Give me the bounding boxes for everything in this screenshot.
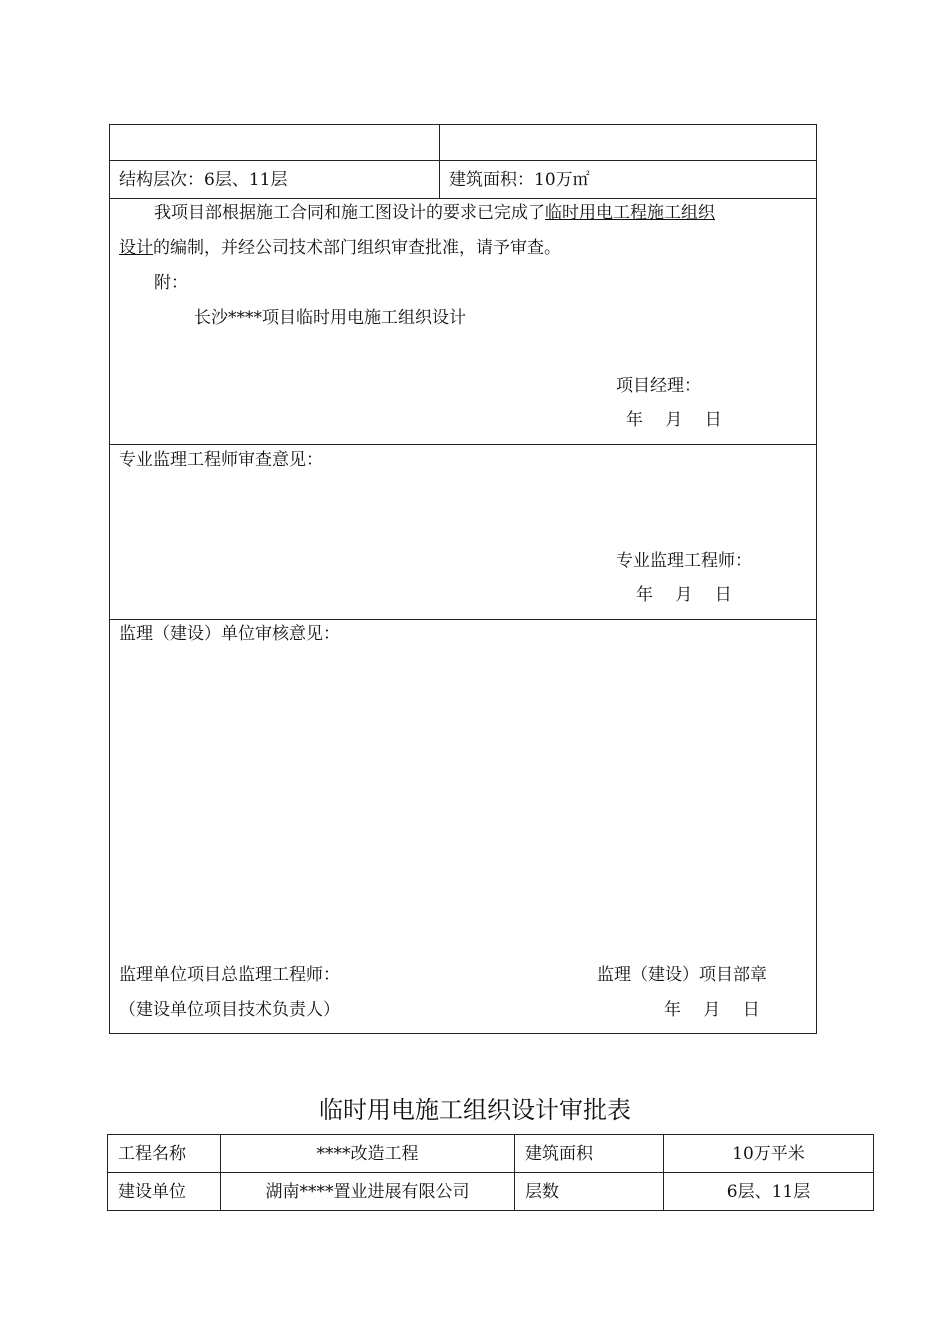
cell-value: 10万平米 [664, 1135, 874, 1173]
building-area: 建筑面积：10万㎡ [449, 170, 590, 190]
engineer-signer: 专业监理工程师： [616, 551, 752, 571]
submission-prefix: 我项目部根据施工合同和施工图设计的要求已完成了 [154, 203, 545, 223]
cell-label: 建筑面积 [515, 1135, 664, 1173]
engineer-date: 年 月 日 [636, 585, 732, 605]
project-info-table [107, 1134, 874, 1211]
unit-review-date: 年 月 日 [664, 1000, 760, 1020]
unit-review-label: 监理（建设）单位审核意见： [119, 624, 340, 644]
submission-suffix: 的编制，并经公司技术部门组织审查批准，请予审查。 [153, 238, 561, 258]
table-row [108, 1135, 874, 1173]
cell-value: 6层、11层 [664, 1173, 874, 1211]
empty-row [110, 125, 816, 161]
attachment-item: 长沙****项目临时用电施工组织设计 [194, 308, 466, 328]
engineer-review-section [110, 445, 816, 620]
cell-value: ****改造工程 [221, 1135, 515, 1173]
owner-technical-label: （建设单位项目技术负责人） [119, 1000, 340, 1020]
column-divider [439, 125, 440, 160]
structure-levels: 结构层次：6层、11层 [119, 170, 288, 190]
submission-underlined-1: 临时用电工程施工组织 [545, 203, 715, 223]
cell-label: 工程名称 [108, 1135, 221, 1173]
column-divider [439, 161, 440, 198]
engineer-review-label: 专业监理工程师审查意见： [119, 450, 323, 470]
submission-date: 年 月 日 [626, 410, 722, 430]
chief-engineer-label: 监理单位项目总监理工程师： [119, 965, 340, 985]
submission-section [110, 199, 816, 445]
project-manager-signer: 项目经理： [616, 376, 701, 396]
form-title: 临时用电施工组织设计审批表 [319, 1096, 631, 1124]
structure-area-row [110, 161, 816, 199]
approval-form-table [109, 124, 817, 1034]
project-seal-label: 监理（建设）项目部章 [597, 965, 767, 985]
unit-review-section [110, 620, 816, 1033]
cell-value: 湖南****置业进展有限公司 [221, 1173, 515, 1211]
cell-label: 层数 [515, 1173, 664, 1211]
table-row [108, 1173, 874, 1211]
submission-line-1 [154, 202, 715, 224]
cell-label: 建设单位 [108, 1173, 221, 1211]
submission-line-2 [119, 237, 561, 259]
attachment-label: 附： [154, 273, 188, 293]
submission-underlined-2: 设计 [119, 238, 153, 258]
